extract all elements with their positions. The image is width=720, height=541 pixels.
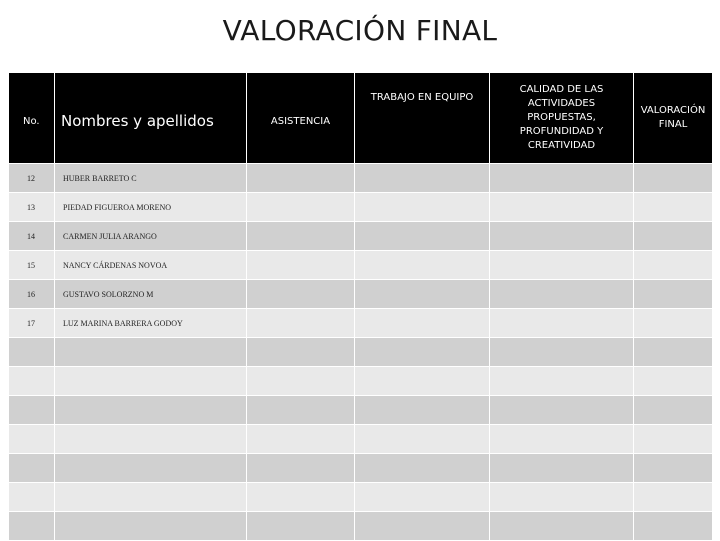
cell-no bbox=[9, 367, 55, 396]
table-row bbox=[9, 338, 713, 367]
cell-asistencia bbox=[247, 483, 355, 512]
cell-asistencia bbox=[247, 222, 355, 251]
cell-calidad bbox=[490, 164, 634, 193]
table-row bbox=[9, 309, 713, 338]
cell-calidad bbox=[490, 367, 634, 396]
cell-name: LUZ MARINA BARRERA GODOY bbox=[55, 309, 247, 338]
cell-calidad bbox=[490, 396, 634, 425]
cell-asistencia bbox=[247, 280, 355, 309]
cell-no bbox=[9, 396, 55, 425]
cell-no bbox=[9, 483, 55, 512]
cell-valoracion bbox=[634, 280, 713, 309]
grades-table bbox=[8, 72, 713, 541]
cell-valoracion bbox=[634, 338, 713, 367]
table-row bbox=[9, 454, 713, 483]
table-row bbox=[9, 280, 713, 309]
cell-calidad bbox=[490, 280, 634, 309]
cell-calidad bbox=[490, 454, 634, 483]
cell-name: NANCY CÁRDENAS NOVOA bbox=[55, 251, 247, 280]
cell-calidad bbox=[490, 193, 634, 222]
cell-name bbox=[55, 483, 247, 512]
cell-name bbox=[55, 425, 247, 454]
cell-calidad bbox=[490, 483, 634, 512]
cell-asistencia bbox=[247, 338, 355, 367]
cell-valoracion bbox=[634, 396, 713, 425]
cell-asistencia bbox=[247, 193, 355, 222]
cell-trabajo bbox=[355, 483, 490, 512]
cell-valoracion bbox=[634, 309, 713, 338]
cell-valoracion bbox=[634, 483, 713, 512]
table-row bbox=[9, 425, 713, 454]
cell-asistencia bbox=[247, 396, 355, 425]
cell-trabajo bbox=[355, 280, 490, 309]
table-row bbox=[9, 512, 713, 541]
cell-no: 16 bbox=[9, 280, 55, 309]
cell-valoracion bbox=[634, 512, 713, 541]
cell-asistencia bbox=[247, 251, 355, 280]
cell-trabajo bbox=[355, 338, 490, 367]
cell-name bbox=[55, 367, 247, 396]
table-row bbox=[9, 483, 713, 512]
cell-name bbox=[55, 338, 247, 367]
header-row bbox=[9, 73, 713, 164]
cell-valoracion bbox=[634, 454, 713, 483]
cell-no: 13 bbox=[9, 193, 55, 222]
table-row bbox=[9, 222, 713, 251]
cell-trabajo bbox=[355, 512, 490, 541]
cell-calidad bbox=[490, 251, 634, 280]
cell-name: CARMEN JULIA ARANGO bbox=[55, 222, 247, 251]
cell-asistencia bbox=[247, 425, 355, 454]
header-names: Nombres y apellidos bbox=[55, 73, 247, 164]
cell-no: 12 bbox=[9, 164, 55, 193]
cell-trabajo bbox=[355, 251, 490, 280]
cell-no: 14 bbox=[9, 222, 55, 251]
cell-calidad bbox=[490, 338, 634, 367]
header-valoracion: VALORACIÓN FINAL bbox=[634, 73, 713, 164]
cell-valoracion bbox=[634, 222, 713, 251]
cell-trabajo bbox=[355, 193, 490, 222]
table-row bbox=[9, 396, 713, 425]
cell-no bbox=[9, 338, 55, 367]
cell-no: 17 bbox=[9, 309, 55, 338]
cell-valoracion bbox=[634, 251, 713, 280]
cell-no bbox=[9, 512, 55, 541]
cell-trabajo bbox=[355, 222, 490, 251]
header-trabajo: TRABAJO EN EQUIPO bbox=[355, 73, 490, 164]
cell-valoracion bbox=[634, 164, 713, 193]
table-row bbox=[9, 251, 713, 280]
table-row bbox=[9, 367, 713, 396]
cell-name: GUSTAVO SOLORZNO M bbox=[55, 280, 247, 309]
page-title: VALORACIÓN FINAL bbox=[222, 14, 498, 47]
cell-name: PIEDAD FIGUEROA MORENO bbox=[55, 193, 247, 222]
cell-name bbox=[55, 512, 247, 541]
cell-asistencia bbox=[247, 367, 355, 396]
cell-name: HUBER BARRETO C bbox=[55, 164, 247, 193]
cell-trabajo bbox=[355, 164, 490, 193]
cell-asistencia bbox=[247, 309, 355, 338]
cell-name bbox=[55, 396, 247, 425]
cell-valoracion bbox=[634, 425, 713, 454]
cell-valoracion bbox=[634, 193, 713, 222]
cell-name bbox=[55, 454, 247, 483]
cell-no bbox=[9, 454, 55, 483]
header-calidad: CALIDAD DE LAS ACTIVIDADES PROPUESTAS, PROFUNDIDAD Y CREATIVIDAD bbox=[490, 73, 634, 164]
cell-valoracion bbox=[634, 367, 713, 396]
cell-trabajo bbox=[355, 396, 490, 425]
cell-asistencia bbox=[247, 164, 355, 193]
cell-calidad bbox=[490, 512, 634, 541]
cell-trabajo bbox=[355, 367, 490, 396]
cell-trabajo bbox=[355, 425, 490, 454]
table-row bbox=[9, 164, 713, 193]
cell-calidad bbox=[490, 309, 634, 338]
cell-calidad bbox=[490, 222, 634, 251]
cell-no bbox=[9, 425, 55, 454]
header-no: No. bbox=[9, 73, 55, 164]
header-asistencia: ASISTENCIA bbox=[247, 73, 355, 164]
cell-trabajo bbox=[355, 309, 490, 338]
cell-trabajo bbox=[355, 454, 490, 483]
cell-asistencia bbox=[247, 512, 355, 541]
table-row bbox=[9, 193, 713, 222]
cell-calidad bbox=[490, 425, 634, 454]
cell-asistencia bbox=[247, 454, 355, 483]
cell-no: 15 bbox=[9, 251, 55, 280]
